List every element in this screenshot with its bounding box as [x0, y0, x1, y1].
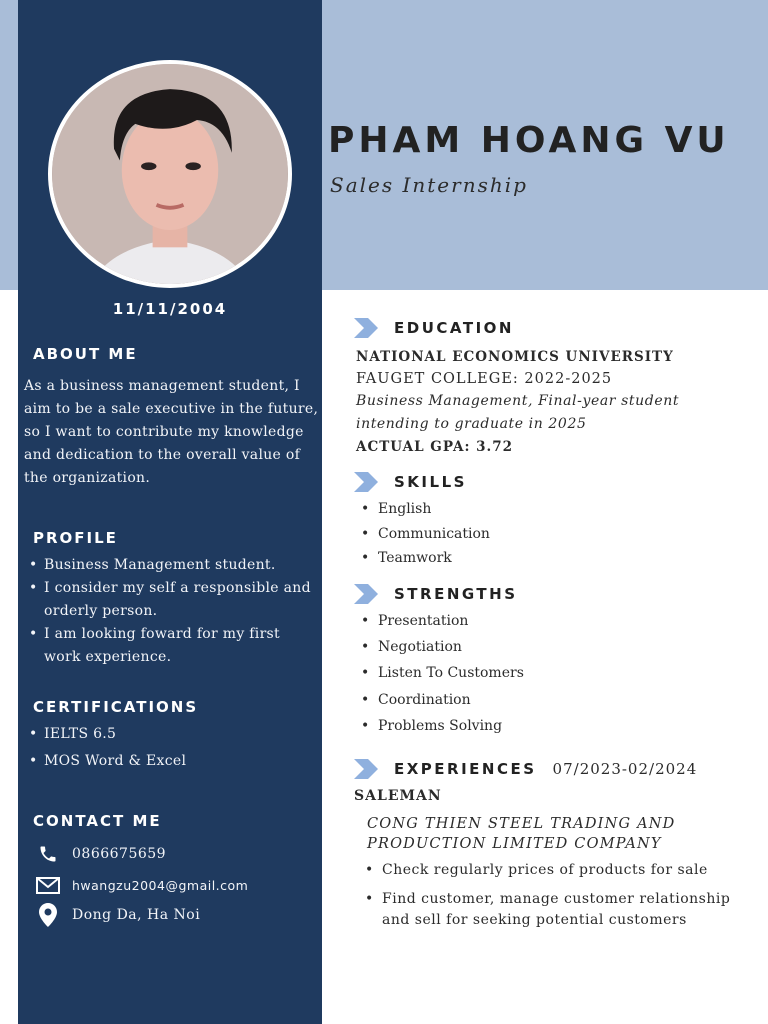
profile-list [24, 554, 320, 669]
contact-heading: CONTACT ME [33, 812, 162, 830]
education-heading [354, 318, 514, 338]
university-name: NATIONAL ECONOMICS UNIVERSITY [356, 349, 674, 365]
education-block [356, 346, 756, 458]
chevron-right-icon [354, 584, 382, 604]
list-item: • I consider my self a responsible and orderly person. [24, 577, 320, 623]
date-of-birth: 11/11/2004 [112, 300, 228, 318]
list-item: • Presentation [358, 608, 524, 634]
list-item: • Negotiation [358, 634, 524, 660]
list-item: • MOS Word & Excel [24, 750, 320, 773]
chevron-right-icon [354, 472, 382, 492]
job-title: SALEMAN [354, 788, 442, 804]
sidebar [18, 0, 322, 1024]
candidate-role: Sales Internship [330, 173, 528, 197]
experience-dates: 07/2023-02/2024 [552, 760, 698, 778]
strengths-list [358, 608, 524, 739]
profile-photo [48, 60, 292, 288]
candidate-name: PHAM HOANG VU [328, 120, 730, 161]
gpa-text: ACTUAL GPA: 3.72 [356, 439, 514, 455]
certifications-heading: CERTIFICATIONS [33, 698, 199, 716]
list-item: • Business Management student. [24, 554, 320, 577]
section-title: STRENGTHS [394, 585, 518, 603]
experience-duties-list [362, 860, 742, 939]
section-title: SKILLS [394, 473, 467, 491]
list-item: • English [358, 497, 490, 522]
list-item: • IELTS 6.5 [24, 723, 320, 746]
section-title: EXPERIENCES [394, 760, 537, 778]
address-text: Dong Da, Ha Noi [72, 907, 201, 923]
experiences-heading [354, 759, 697, 779]
company-name: CONG THIEN STEEL TRADING AND PRODUCTION LIMITED COMPANY [367, 816, 676, 852]
list-item: • I am looking foward for my first work experience. [24, 623, 320, 669]
skills-list [358, 497, 490, 571]
list-item: • Find customer, manage customer relationship and sell for seeking potential customers [362, 889, 742, 931]
list-item: • Problems Solving [358, 713, 524, 739]
contact-email [36, 873, 248, 897]
section-title: EDUCATION [394, 319, 514, 337]
college-name: FAUGET COLLEGE: 2022-2025 [356, 371, 613, 387]
chevron-right-icon [354, 759, 382, 779]
list-item: • Coordination [358, 687, 524, 713]
profile-heading: PROFILE [33, 529, 118, 547]
skills-heading [354, 472, 467, 492]
strengths-heading [354, 584, 518, 604]
phone-number[interactable]: 0866675659 [72, 846, 167, 862]
contact-phone [36, 842, 166, 866]
about-heading: ABOUT ME [33, 345, 138, 363]
phone-icon [36, 842, 60, 866]
email-address[interactable]: hwangzu2004@gmail.com [72, 877, 249, 893]
list-item: • Communication [358, 522, 490, 547]
certifications-list [24, 723, 320, 777]
list-item: • Check regularly prices of products for sale [362, 860, 742, 881]
envelope-icon [36, 873, 60, 897]
about-text: As a business management student, I aim to be a sale executive in the future, so I want to contribute my knowledge and dedication to the overall value of the organization. [24, 378, 319, 486]
contact-address [36, 903, 200, 927]
list-item: • Listen To Customers [358, 660, 524, 686]
chevron-right-icon [354, 318, 382, 338]
list-item: • Teamwork [358, 546, 490, 571]
location-pin-icon [36, 903, 60, 927]
major-text: Business Management, Final-year student intending to graduate in 2025 [356, 393, 680, 432]
